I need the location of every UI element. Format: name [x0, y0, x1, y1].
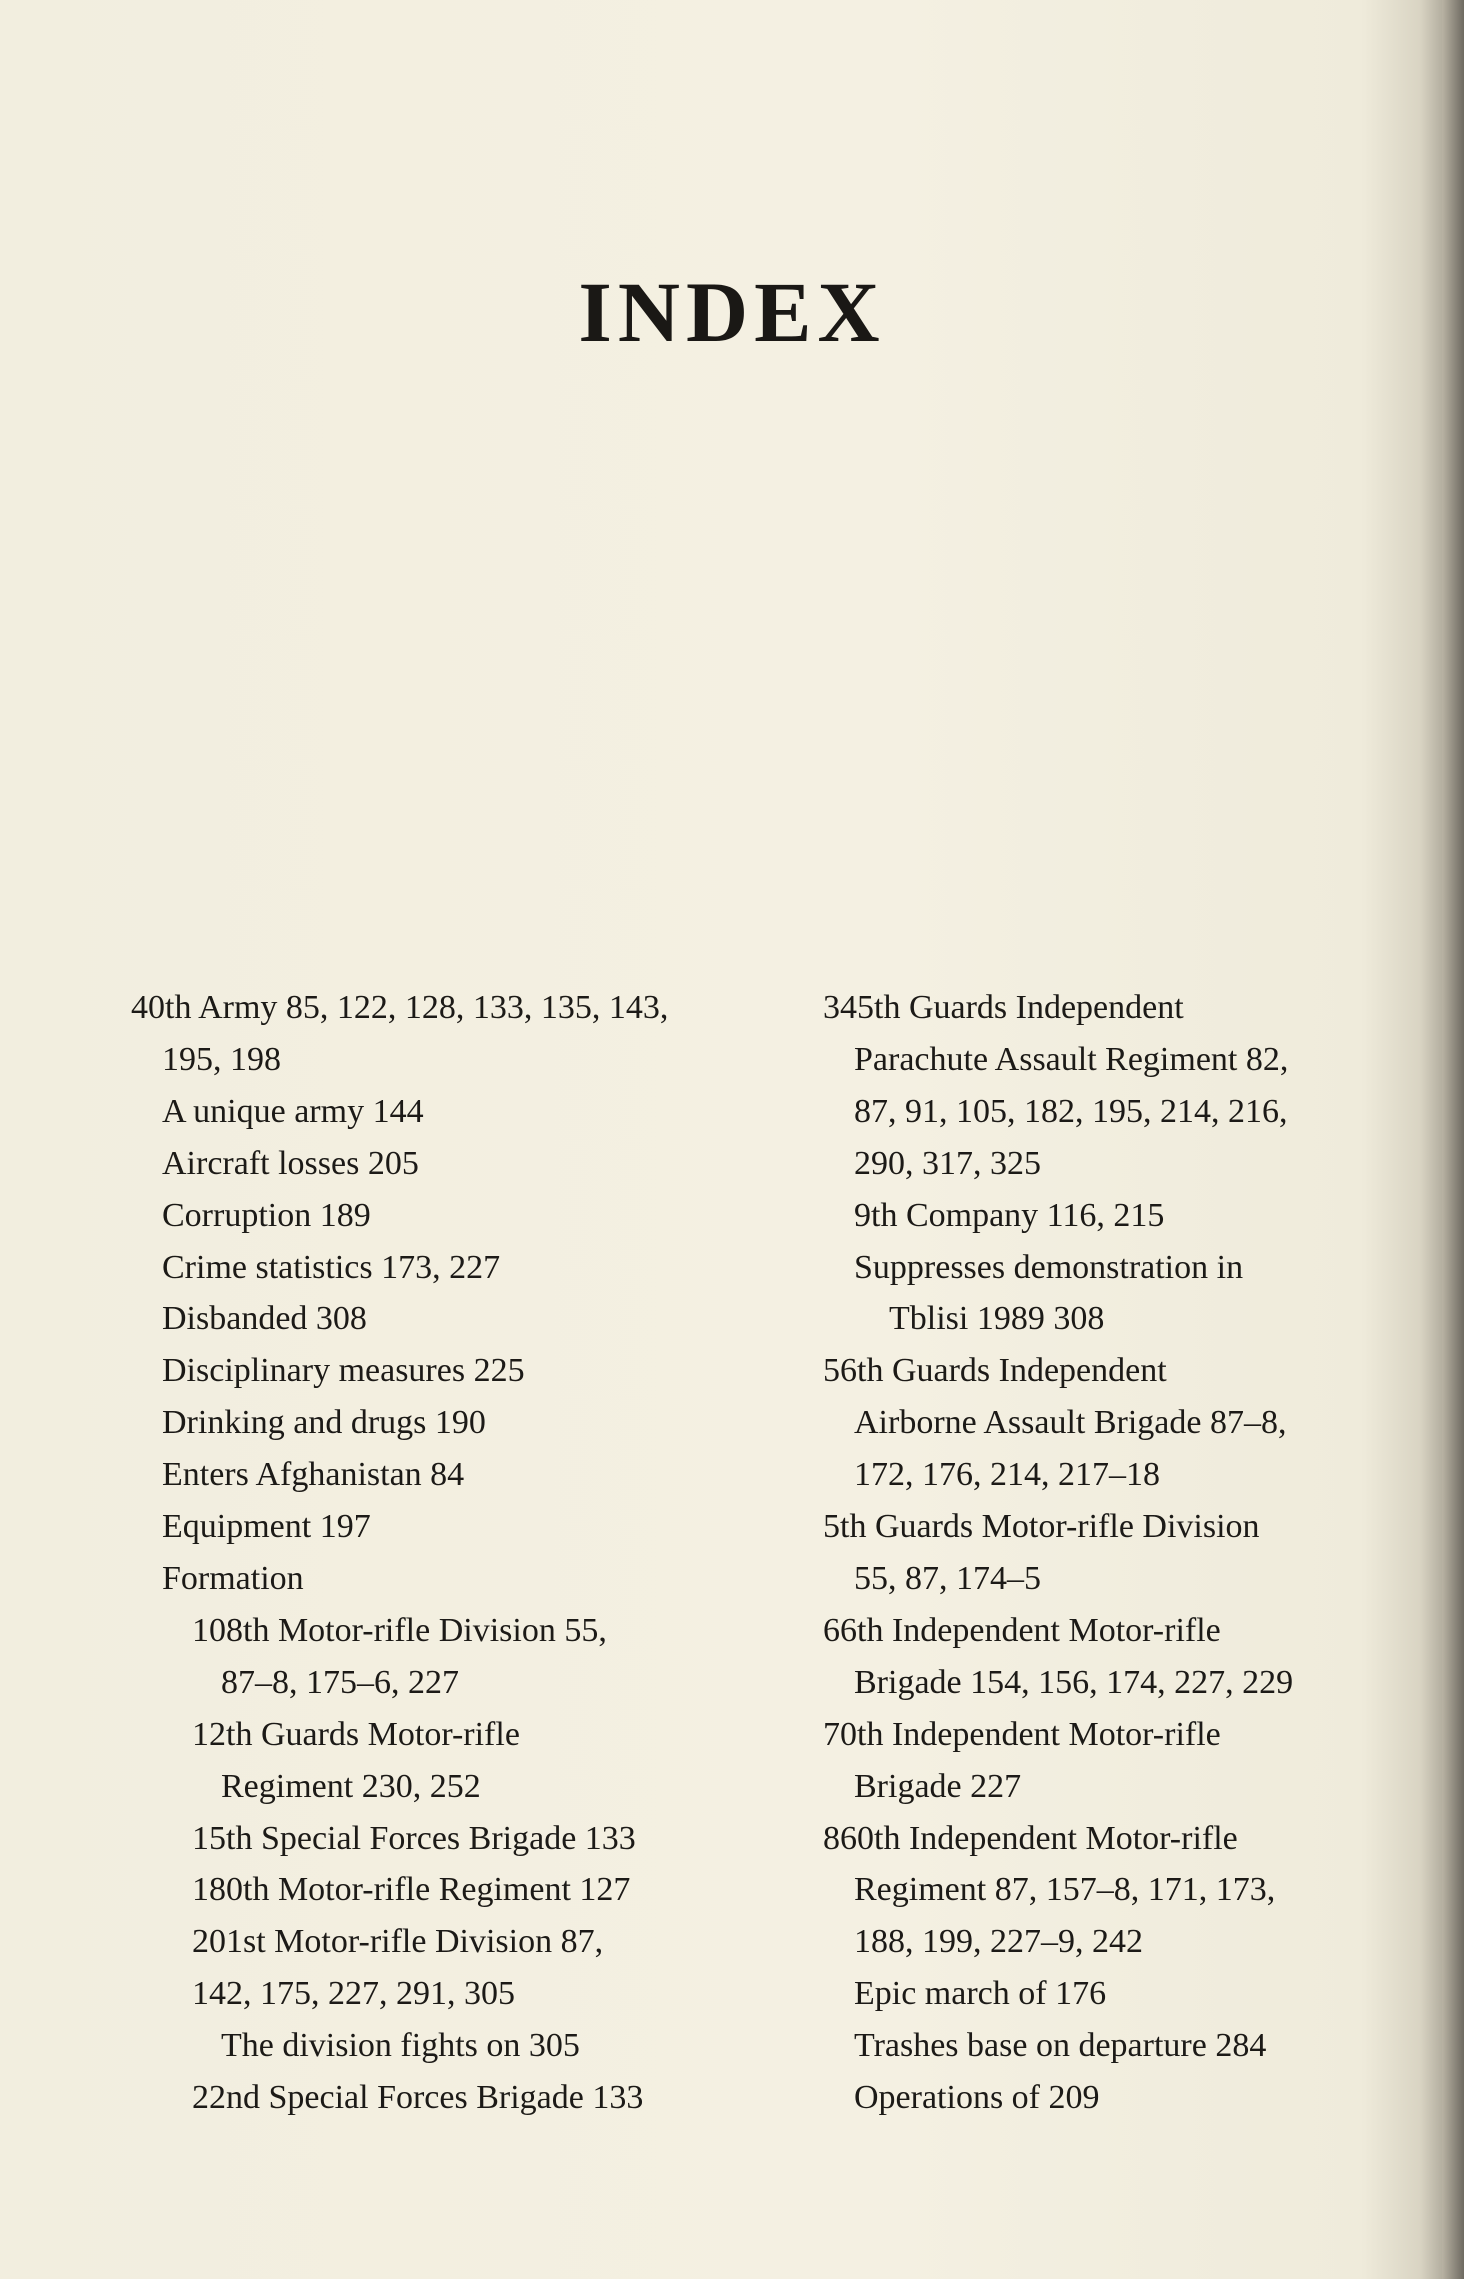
page-title: INDEX — [578, 264, 886, 360]
index-entry: 108th Motor-rifle Division 55, — [192, 1611, 607, 1649]
index-right-column — [0, 982, 1293, 2124]
index-entry: 5th Guards Motor-rifle Division — [823, 1508, 1260, 1546]
index-entry: Epic march of 176 — [854, 1975, 1107, 2013]
index-entry: Enters Afghanistan 84 — [162, 1456, 465, 1494]
index-entry: 70th Independent Motor-rifle — [823, 1715, 1221, 1753]
index-entry: Aircraft losses 205 — [162, 1144, 419, 1182]
index-entry: 142, 175, 227, 291, 305 — [192, 1975, 515, 2013]
index-entry: A unique army 144 — [162, 1092, 424, 1130]
index-entry: Regiment 230, 252 — [221, 1767, 481, 1805]
index-entry: 180th Motor-rifle Regiment 127 — [192, 1871, 631, 1909]
index-entry: Disbanded 308 — [162, 1300, 367, 1338]
index-entry: Formation — [162, 1559, 304, 1597]
index-entry: 56th Guards Independent — [823, 1352, 1167, 1390]
index-entry: 201st Motor-rifle Division 87, — [192, 1923, 604, 1961]
index-entry: Regiment 87, 157–8, 171, 173, — [854, 1871, 1276, 1909]
index-entry: 40th Army 85, 122, 128, 133, 135, 143, — [131, 989, 669, 1026]
page-edge-shadow — [1442, 0, 1464, 2279]
index-entry: 15th Special Forces Brigade 133 — [192, 1819, 636, 1857]
index-entry: Drinking and drugs 190 — [162, 1404, 486, 1442]
index-entry: 22nd Special Forces Brigade 133 — [192, 2079, 644, 2117]
index-entry: Suppresses demonstration in — [854, 1248, 1244, 1286]
index-entry: 290, 317, 325 — [854, 1144, 1041, 1182]
index-entry: 87–8, 175–6, 227 — [221, 1663, 459, 1701]
index-entry: 9th Company 116, 215 — [854, 1196, 1165, 1234]
index-entry: 55, 87, 174–5 — [854, 1559, 1041, 1597]
index-entry: Disciplinary measures 225 — [162, 1352, 525, 1390]
index-entry: 345th Guards Independent — [823, 989, 1184, 1026]
index-entry: Trashes base on departure 284 — [854, 2027, 1267, 2065]
index-entry: Brigade 227 — [854, 1767, 1022, 1805]
index-entry: Operations of 209 — [854, 2079, 1100, 2117]
index-entry: 860th Independent Motor-rifle — [823, 1819, 1238, 1857]
index-entry: Equipment 197 — [162, 1508, 371, 1546]
index-entry: Brigade 154, 156, 174, 227, 229 — [854, 1663, 1294, 1701]
index-entry: Crime statistics 173, 227 — [162, 1248, 501, 1286]
index-entry: Tblisi 1989 308 — [889, 1300, 1105, 1338]
index-entry: 195, 198 — [162, 1040, 281, 1078]
index-entry: 87, 91, 105, 182, 195, 214, 216, — [854, 1092, 1288, 1130]
index-entry: Airborne Assault Brigade 87–8, — [854, 1404, 1287, 1442]
index-entry: 12th Guards Motor-rifle — [192, 1715, 520, 1753]
index-entry: Corruption 189 — [162, 1196, 371, 1234]
index-entry: 172, 176, 214, 217–18 — [854, 1456, 1160, 1494]
index-entry: 66th Independent Motor-rifle — [823, 1611, 1221, 1649]
index-entry: Parachute Assault Regiment 82, — [854, 1040, 1289, 1078]
index-entry: 188, 199, 227–9, 242 — [854, 1923, 1143, 1961]
index-entry: The division fights on 305 — [221, 2027, 580, 2065]
